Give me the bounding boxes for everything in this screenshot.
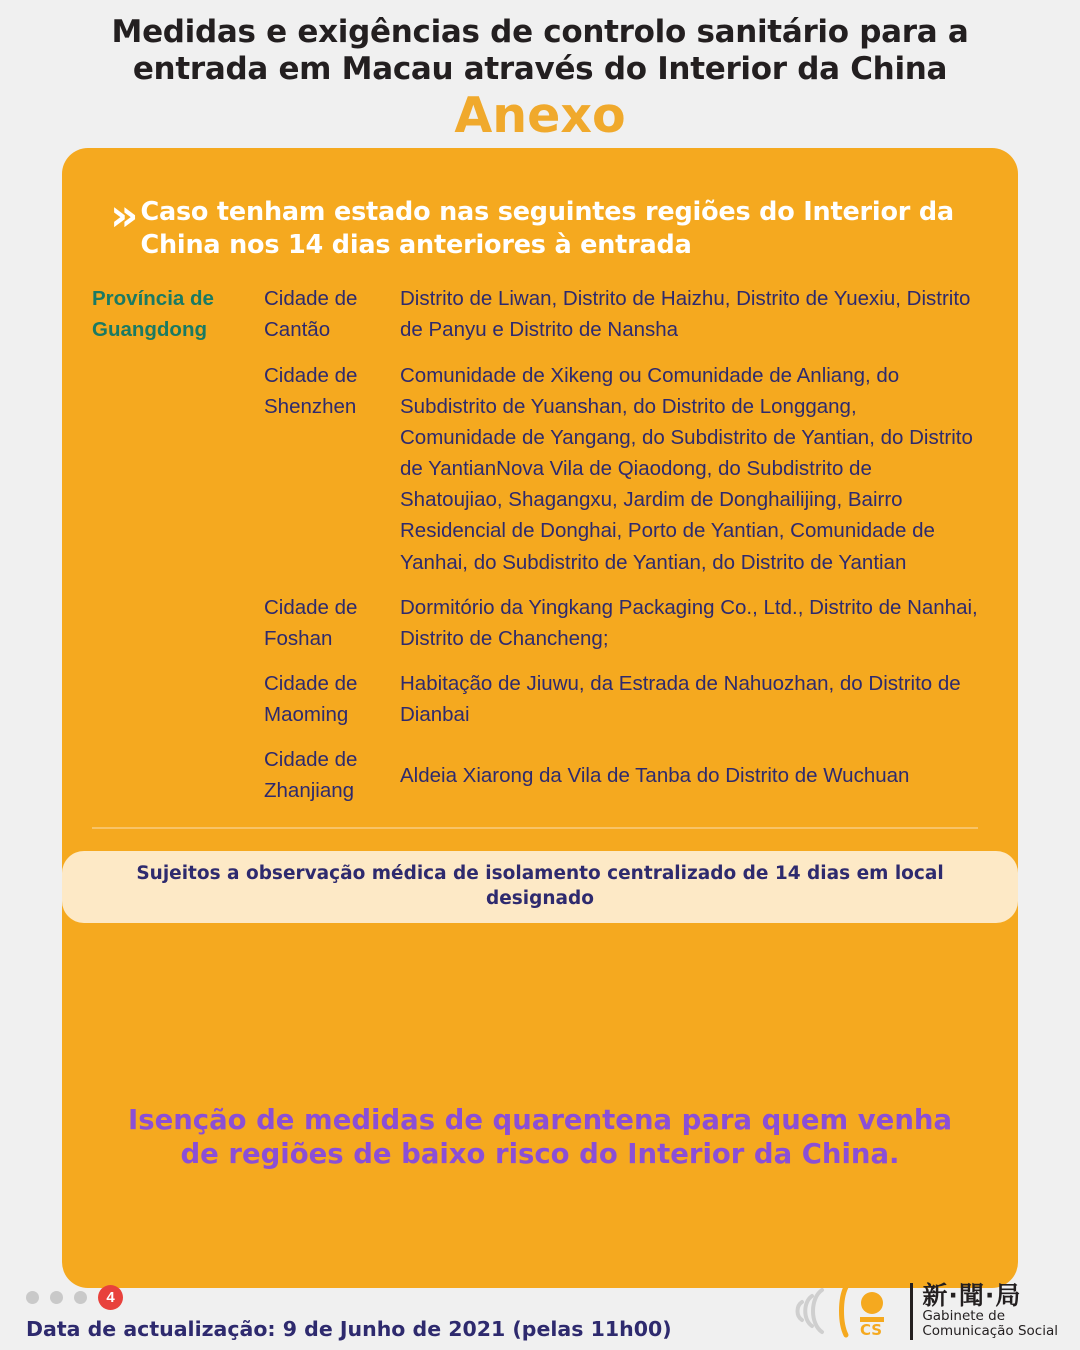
page-dot[interactable] <box>50 1291 63 1304</box>
city-description: Habitação de Jiuwu, da Estrada de Nahuozhan, do Distrito de Dianbai <box>400 671 961 727</box>
gcs-mark-icon <box>838 1283 900 1339</box>
city-label: Cidade de Maoming <box>264 671 358 727</box>
gcs-logo <box>782 1280 1058 1340</box>
signal-waves-icon <box>782 1284 828 1338</box>
city-label: Cidade de Shenzhen <box>264 363 358 418</box>
page-indicator <box>26 1285 123 1310</box>
logo-portuguese-line2: Comunicação Social <box>922 1323 1058 1340</box>
banner-text: Caso tenham estado nas seguintes regiões do Interior da China nos 14 dias anteriores à entrada <box>140 197 954 260</box>
page-subtitle: Anexo <box>454 87 626 145</box>
regions-table <box>92 283 978 820</box>
exemption-note: Isenção de medidas de quarentena para quem venha de regiões de baixo risco do Interior da China. <box>127 1104 953 1171</box>
note-pill-wrapper <box>62 851 1018 923</box>
city-description: Dormitório da Yingkang Packaging Co., Ltd., Distrito de Nanhai, Distrito de Chancheng; <box>400 595 978 650</box>
divider <box>92 827 978 829</box>
logo-portuguese-line1: Gabinete de <box>922 1307 1006 1324</box>
footer <box>0 1280 1080 1350</box>
city-description: Distrito de Liwan, Distrito de Haizhu, Distrito de Yuexiu, Distrito de Panyu e Distrito de Nansha <box>400 287 971 342</box>
page-dot[interactable] <box>26 1291 39 1304</box>
svg-text:CS: CS <box>860 1321 883 1340</box>
city-description: Comunidade de Xikeng ou Comunidade de Anliang, do Subdistrito de Yuanshan, do Distrito de Longgang, Comunidade de Yangang, do Subdistrito de Yantian, do Distrito de YantianNova Vila de Qiaodong, do Subdistrito de Shatoujiao, Shagangxu, Jardim de Donghailijing, Bairro Residencial de Donghai, Porto de Yantian, Comunidade de Yanhai, do Subdistrito de Yantian, do Distrito de Yantian <box>400 363 973 574</box>
page-dot-active[interactable]: 4 <box>98 1285 123 1310</box>
update-date: Data de actualização: 9 de Junho de 2021 (pelas 11h00) <box>26 1317 672 1341</box>
page-dot[interactable] <box>74 1291 87 1304</box>
province-label: Província de Guangdong <box>92 287 214 342</box>
page-title: Medidas e exigências de controlo sanitário para a entrada em Macau através do Interior da China <box>111 14 969 87</box>
city-description: Aldeia Xiarong da Vila de Tanba do Distrito de Wuchuan <box>400 763 910 787</box>
double-chevron-right-icon: » <box>110 190 131 241</box>
header <box>0 0 1080 143</box>
content-card <box>62 148 1018 1288</box>
logo-text <box>910 1280 1058 1340</box>
logo-chinese: 新·聞·局 <box>922 1280 1022 1310</box>
table-row <box>92 283 978 359</box>
measure-note: Sujeitos a observação médica de isolamento centralizado de 14 dias em local designado <box>62 851 1018 923</box>
city-label: Cidade de Foshan <box>264 595 358 650</box>
city-label: Cidade de Cantão <box>264 287 358 342</box>
city-label: Cidade de Zhanjiang <box>264 748 358 803</box>
banner <box>62 148 1018 261</box>
